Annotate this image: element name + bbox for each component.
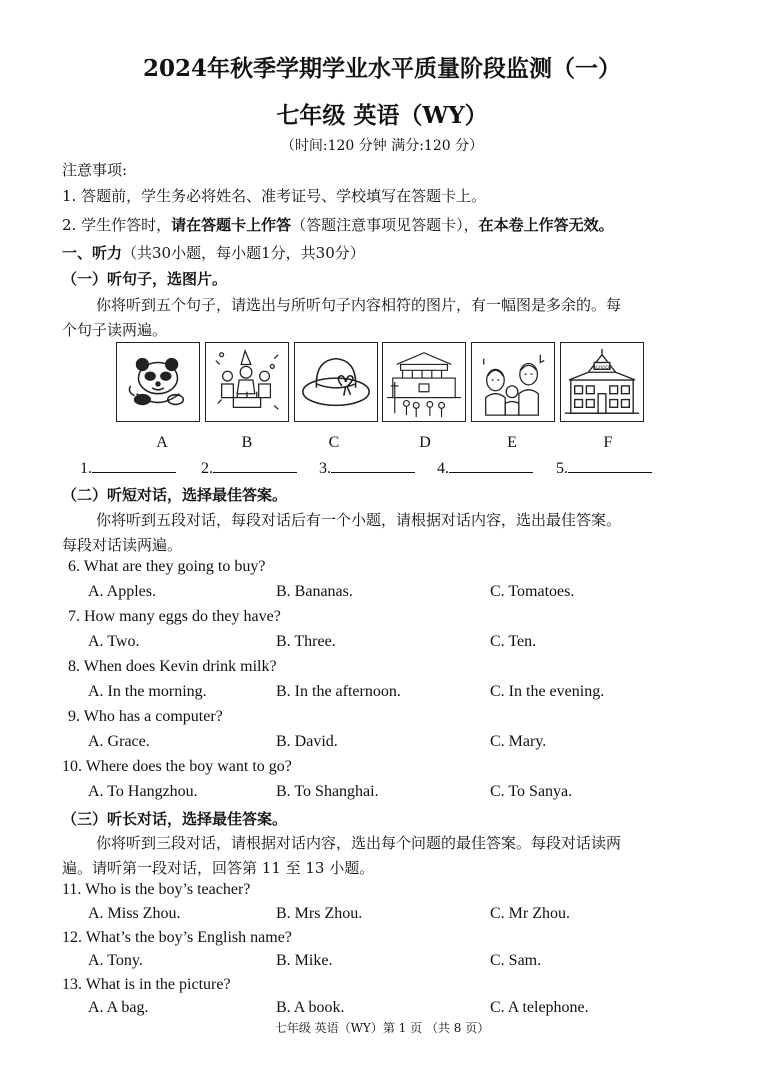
answer-blank-5[interactable] [556,458,652,478]
option-11c[interactable]: C. Mr Zhou. [490,905,570,922]
sec1-instruction-1: 你将听到五个句子，请选出与所听句子内容相符的图片，有一幅图是多余的。每 [96,296,622,314]
notice-item-1: 1. 答题前，学生务必将姓名、准考证号、学校填写在答题卡上。 [62,187,487,205]
notice-item-2 [62,214,614,235]
answer-blank-3[interactable] [319,458,415,478]
notice-heading: 注意事项: [62,161,128,179]
exam-meta: （时间:120 分钟 满分:120 分） [280,138,484,154]
question-8: 8. When does Kevin drink milk? [68,658,277,675]
option-8c[interactable]: C. In the evening. [490,683,605,700]
option-12c[interactable]: C. Sam. [490,952,542,969]
option-11b[interactable]: B. Mrs Zhou. [276,905,363,922]
page-footer: 七年级 英语（WY）第 1 页 （共 8 页） [274,1021,490,1035]
option-13c[interactable]: C. A telephone. [490,999,589,1016]
answer-blank-label: 5. [556,460,568,477]
picture-letter-e: E [507,434,517,451]
sec3-instruction-1: 你将听到三段对话，请根据对话内容，选出每个问题的最佳答案。每段对话读两 [96,834,622,852]
question-7: 7. How many eggs do they have? [68,608,281,625]
hat-image [294,342,378,422]
option-12a[interactable]: A. Tony. [88,952,143,969]
picture-letter-a: A [156,434,168,451]
answer-line[interactable] [449,458,533,473]
answer-blank-label: 4. [437,460,449,477]
answer-blank-label: 1. [80,460,92,477]
sec2-instruction-1: 你将听到五段对话，每段对话后有一个小题，请根据对话内容，选出最佳答案。 [96,511,622,529]
picture-letter-f: F [603,434,613,451]
question-12: 12. What’s the boy’s English name? [62,929,292,946]
notice-item-2-c: （答题注意事项见答题卡）， [291,216,479,234]
option-7a[interactable]: A. Two. [88,633,140,650]
answer-blank-label: 2. [201,460,213,477]
option-9c[interactable]: C. Mary. [490,733,547,750]
picture-letter-d: D [419,434,431,451]
option-10b[interactable]: B. To Shanghai. [276,783,379,800]
question-10: 10. Where does the boy want to go? [62,758,292,775]
sec2-heading: （二）听短对话，选择最佳答案。 [62,486,288,504]
option-10a[interactable]: A. To Hangzhou. [88,783,198,800]
page-title: 2024年秋季学期学业水平质量阶段监测（一） [142,55,621,82]
part1-heading [62,242,365,263]
option-6c[interactable]: C. Tomatoes. [490,583,575,600]
answer-blank-4[interactable] [437,458,533,478]
option-6b[interactable]: B. Bananas. [276,583,353,600]
option-7b[interactable]: B. Three. [276,633,336,650]
option-9a[interactable]: A. Grace. [88,733,150,750]
option-13a[interactable]: A. A bag. [88,999,149,1016]
page-subtitle: 七年级 英语（WY） [276,102,488,129]
question-13: 13. What is in the picture? [62,976,231,993]
sec3-heading: （三）听长对话，选择最佳答案。 [62,810,288,828]
option-8a[interactable]: A. In the morning. [88,683,207,700]
school-image [560,342,644,422]
sec2-instruction-2: 每段对话读两遍。 [62,536,183,554]
picture-letter-c: C [328,434,340,451]
option-8b[interactable]: B. In the afternoon. [276,683,401,700]
question-9: 9. Who has a computer? [68,708,223,725]
family-image [471,342,555,422]
answer-blank-label: 3. [319,460,331,477]
option-11a[interactable]: A. Miss Zhou. [88,905,181,922]
option-12b[interactable]: B. Mike. [276,952,333,969]
option-10c[interactable]: C. To Sanya. [490,783,573,800]
school-sign: SCHOOL [592,364,612,370]
notice-item-2-d: 在本卷上作答无效。 [478,216,614,234]
option-6a[interactable]: A. Apples. [88,583,156,600]
tiananmen-image [382,342,466,422]
panda-image [116,342,200,422]
answer-line[interactable] [331,458,415,473]
notice-item-2-a: 2. 学生作答时， [62,216,172,234]
sec1-instruction-2: 个句子读两遍。 [62,321,168,339]
option-13b[interactable]: B. A book. [276,999,345,1016]
option-7c[interactable]: C. Ten. [490,633,537,650]
question-6: 6. What are they going to buy? [68,558,266,575]
question-11: 11. Who is the boy’s teacher? [62,881,251,898]
option-9b[interactable]: B. David. [276,733,338,750]
answer-blank-2[interactable] [201,458,297,478]
notice-item-2-b: 请在答题卡上作答 [171,216,292,234]
answer-line[interactable] [213,458,297,473]
sec3-instruction-2: 遍。请听第一段对话，回答第 11 至 13 小题。 [62,859,375,877]
answer-blank-1[interactable] [80,458,176,478]
birthday-party-image [205,342,289,422]
part1-note: （共30小题，每小题1分，共30分） [122,244,365,262]
answer-line[interactable] [92,458,176,473]
sec1-heading: （一）听句子，选图片。 [62,270,228,288]
picture-letter-b: B [241,434,253,451]
answer-line[interactable] [568,458,652,473]
part1-title: 一、听力 [62,244,123,262]
